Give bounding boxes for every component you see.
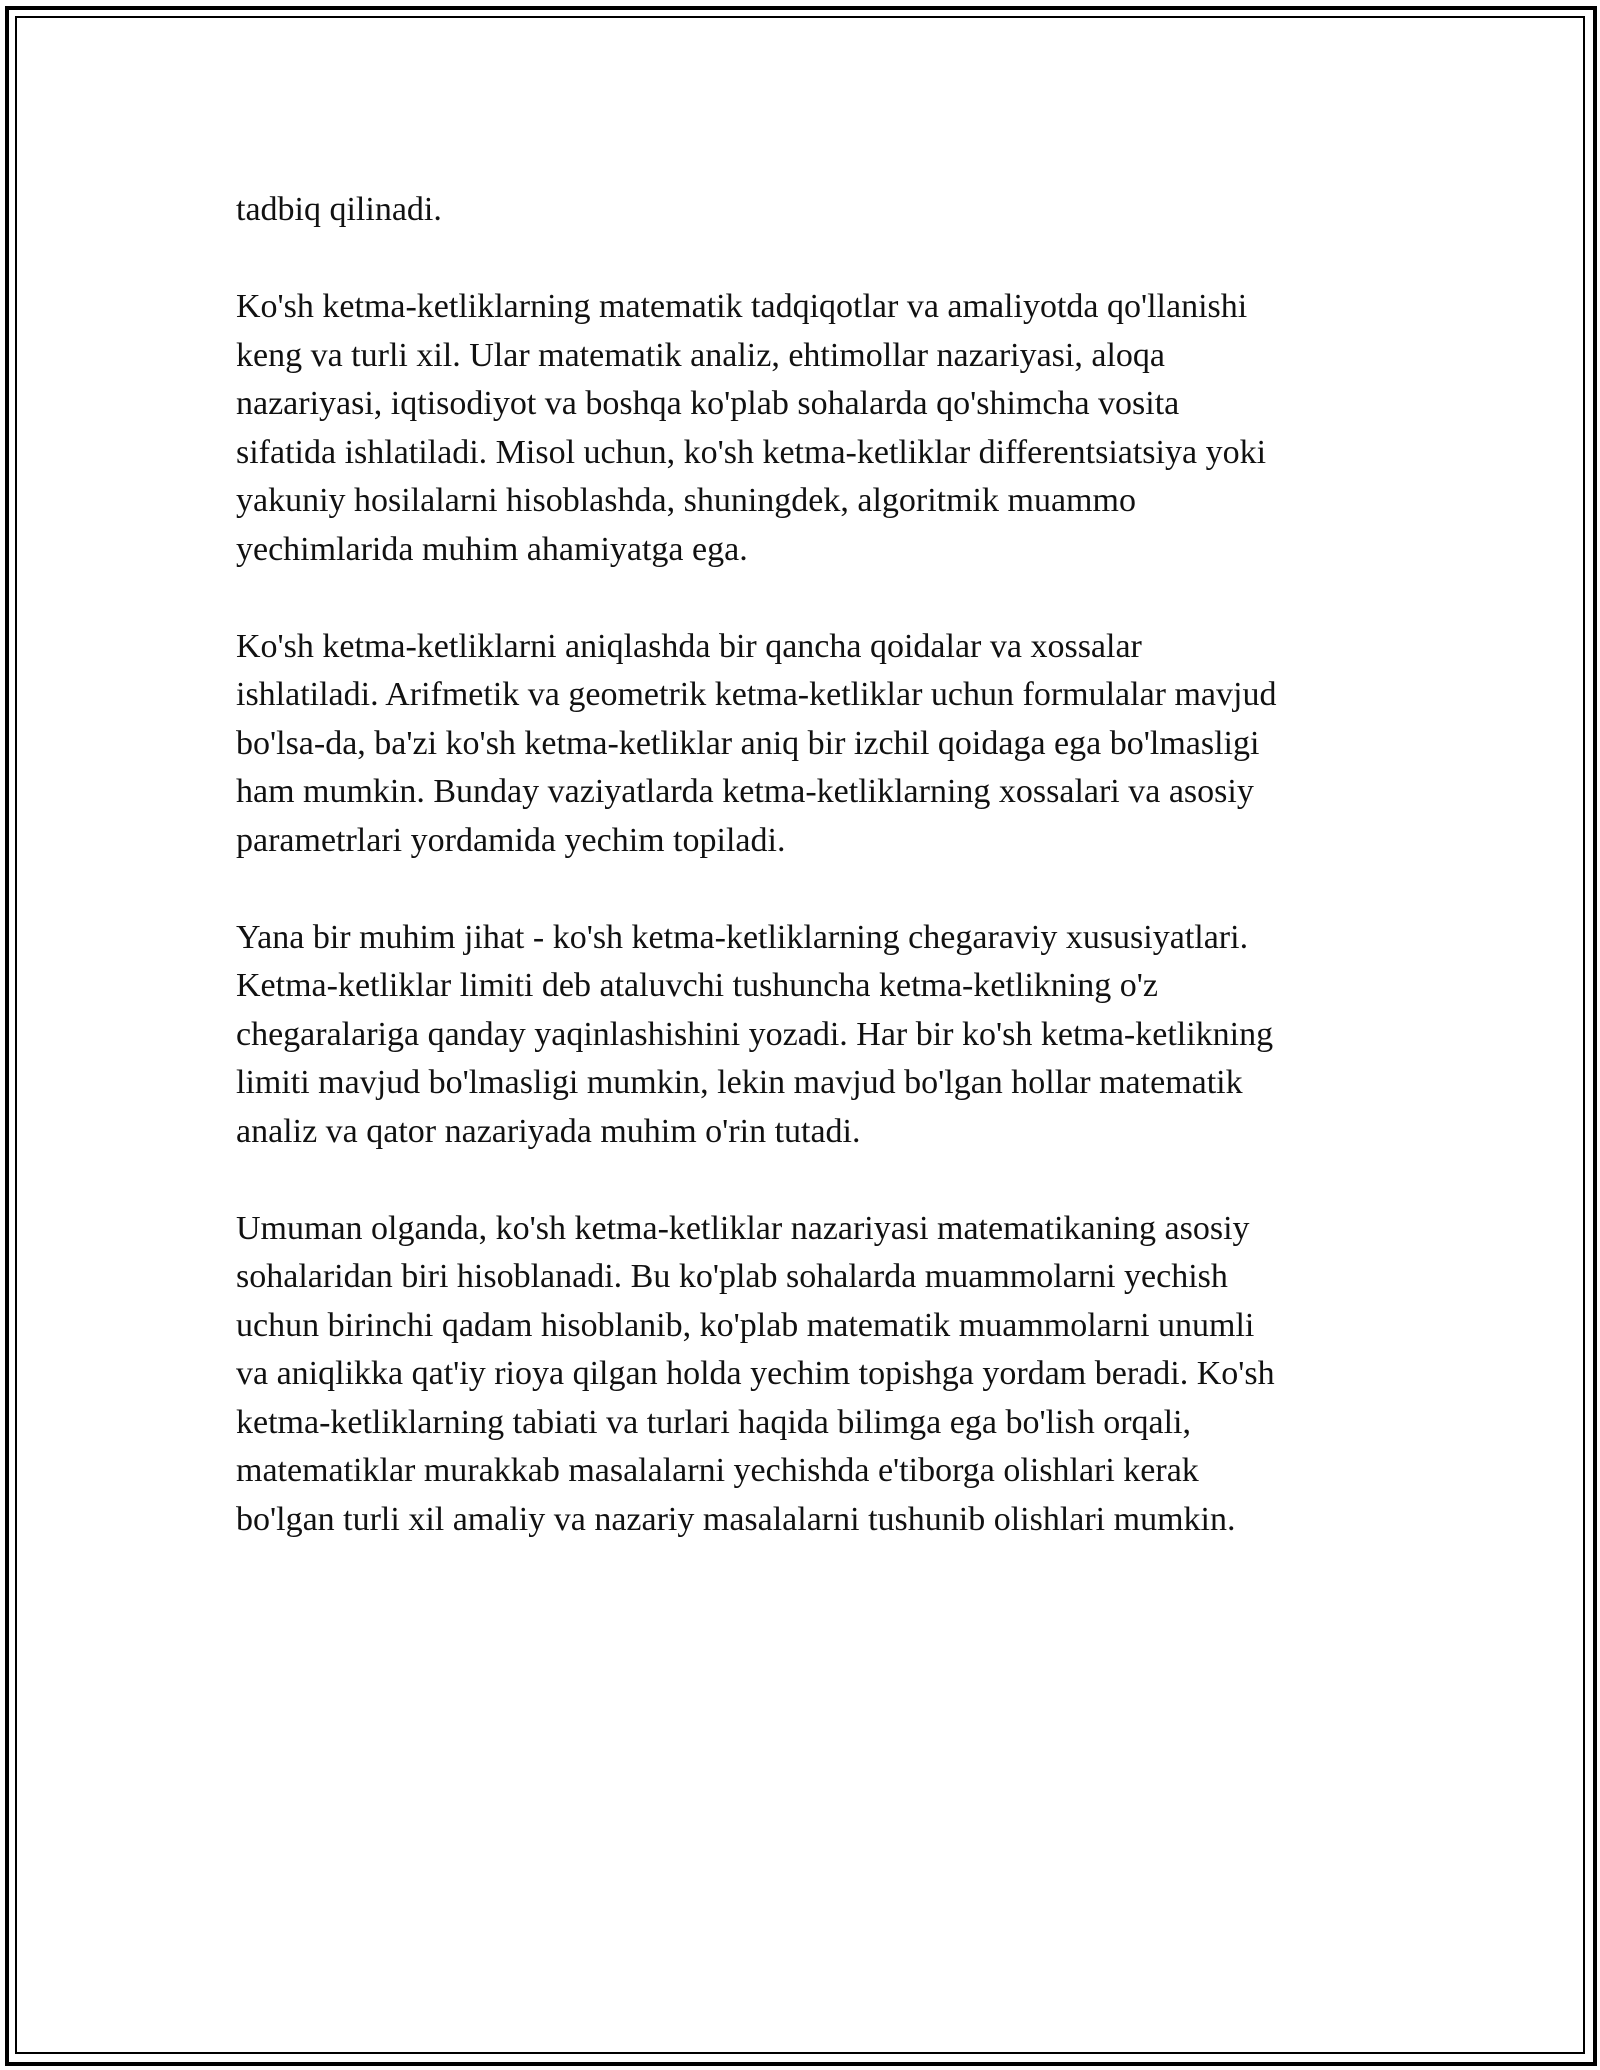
paragraph-5 xyxy=(236,1205,1416,1545)
document-body xyxy=(236,186,1416,1593)
text-line: limiti mavjud bo'lmasligi mumkin, lekin mavjud bo'lgan hollar matematik xyxy=(236,1064,1243,1101)
text-line: bo'lgan turli xil amaliy va nazariy masalalarni tushunib olishlari mumkin. xyxy=(236,1500,1236,1538)
text-line: ham mumkin. Bunday vaziyatlarda ketma-ketliklarning xossalari va asosiy xyxy=(236,773,1254,810)
text-line: sohalaridan biri hisoblanadi. Bu ko'plab sohalarda muammolarni yechish xyxy=(236,1258,1228,1295)
text-line: sifatida ishlatiladi. Misol uchun, ko'sh ketma-ketliklar differentsiatsiya yoki xyxy=(236,433,1267,471)
text-line: Ko'sh ketma-ketliklarning matematik tadqiqotlar va amaliyotda qo'llanishi xyxy=(236,288,1248,325)
text-line: tadbiq qilinadi. xyxy=(236,191,442,228)
text-line: yakuniy hosilalarni hisoblashda, shuningdek, algoritmik muammo xyxy=(236,482,1136,519)
text-line: Yana bir muhim jihat - ko'sh ketma-ketliklarning chegaraviy xususiyatlari. xyxy=(236,918,1249,956)
text-line: va aniqlikka qat'iy rioya qilgan holda yechim topishga yordam beradi. Ko'sh xyxy=(236,1355,1275,1392)
text-line: chegaralariga qanday yaqinlashishini yozadi. Har bir ko'sh ketma-ketlikning xyxy=(236,1015,1274,1053)
text-line: yechimlarida muhim ahamiyatga ega. xyxy=(236,530,748,568)
text-line: ketma-ketliklarning tabiati va turlari haqida bilimga ega bo'lish orqali, xyxy=(236,1403,1192,1441)
text-line: Umuman olganda, ko'sh ketma-ketliklar nazariyasi matematikaning asosiy xyxy=(236,1209,1250,1247)
text-line: keng va turli xil. Ular matematik analiz, ehtimollar nazariyasi, aloqa xyxy=(236,336,1165,374)
text-line: uchun birinchi qadam hisoblanib, ko'plab matematik muammolarni unumli xyxy=(236,1306,1255,1344)
text-line: matematiklar murakkab masalalarni yechishda e'tiborga olishlari kerak xyxy=(236,1452,1199,1489)
paragraph-1 xyxy=(236,186,1416,235)
paragraph-4 xyxy=(236,914,1416,1157)
text-line: nazariyasi, iqtisodiyot va boshqa ko'plab sohalarda qo'shimcha vosita xyxy=(236,385,1180,422)
text-line: bo'lsa-da, ba'zi ko'sh ketma-ketliklar aniq bir izchil qoidaga ega bo'lmasligi xyxy=(236,724,1260,762)
paragraph-2 xyxy=(236,283,1416,574)
text-line: ishlatiladi. Arifmetik va geometrik ketma-ketliklar uchun formulalar mavjud xyxy=(236,676,1277,713)
text-line: Ketma-ketliklar limiti deb ataluvchi tushuncha ketma-ketlikning o'z xyxy=(236,967,1158,1004)
text-line: Ko'sh ketma-ketliklarni aniqlashda bir qancha qoidalar va xossalar xyxy=(236,627,1142,665)
text-line: analiz va qator nazariyada muhim o'rin tutadi. xyxy=(236,1112,861,1150)
paragraph-3 xyxy=(236,623,1416,866)
text-line: parametrlari yordamida yechim topiladi. xyxy=(236,821,786,859)
